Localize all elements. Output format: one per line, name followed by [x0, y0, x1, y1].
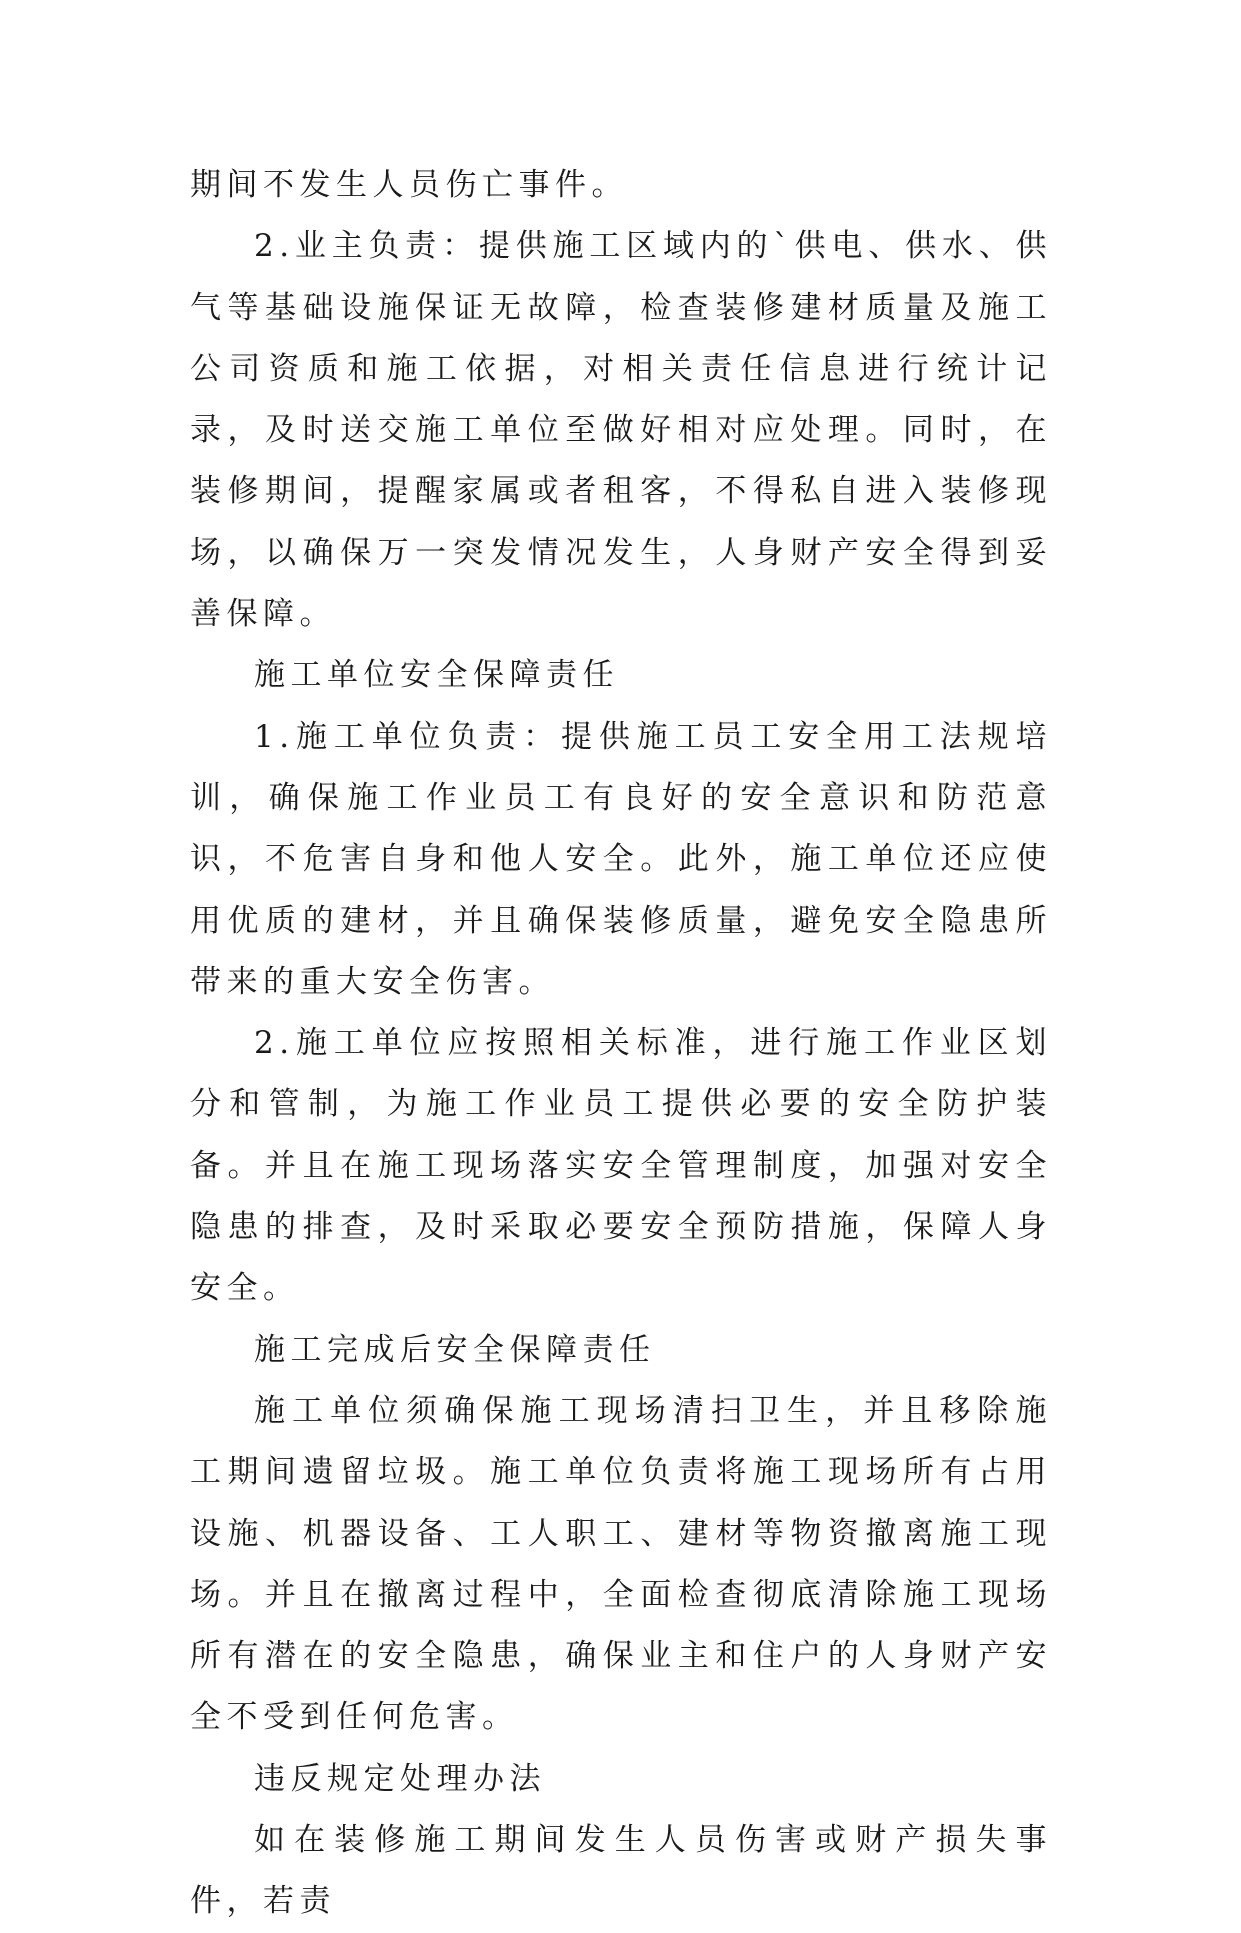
paragraph-violations: 如在装修施工期间发生人员伤害或财产损失事件，若责 [190, 1822, 1052, 1920]
paragraph-continuation: 期间不发生人员伤亡事件。 [190, 167, 628, 203]
paragraph-post-completion: 施工单位须确保施工现场清扫卫生，并且移除施工期间遗留垃圾。施工单位负责将施工现场所有占用设施、机器设备、工人职工、建材等物资撤离施工现场。并且在撤离过程中，全面检查彻底清除施工现场所有潜在的安全隐患，确保业主和住户的人身财产安全不受到任何危害。 [190, 1392, 1052, 1736]
section-heading-violations: 违反规定处理办法 [254, 1760, 546, 1797]
paragraph-contractor-item-1: 1.施工单位负责：提供施工员工安全用工法规培训，确保施工作业员工有良好的安全意识和防范意识，不危害自身和他人安全。此外，施工单位还应使用优质的建材，并且确保装修质量，避免安全隐患所带来的重大安全伤害。 [190, 718, 1052, 1000]
document-body [190, 155, 1052, 1933]
paragraph-contractor-item-2: 2.施工单位应按照相关标准，进行施工作业区划分和管制，为施工作业员工提供必要的安全防护装备。并且在施工现场落实安全管理制度，加强对安全隐患的排查，及时采取必要安全预防措施，保障人身安全。 [190, 1025, 1052, 1307]
section-heading-post-completion: 施工完成后安全保障责任 [254, 1331, 656, 1368]
section-heading-contractor-safety: 施工单位安全保障责任 [254, 657, 619, 694]
paragraph-owner-responsibility: 2.业主负责：提供施工区域内的`供电、供水、供气等基础设施保证无故障，检查装修建材质量及施工公司资质和施工依据，对相关责任信息进行统计记录，及时送交施工单位至做好相对应处理。同时，在装修期间，提醒家属或者租客，不得私自进入装修现场，以确保万一突发情况发生，人身财产安全得到妥善保障。 [190, 228, 1052, 633]
